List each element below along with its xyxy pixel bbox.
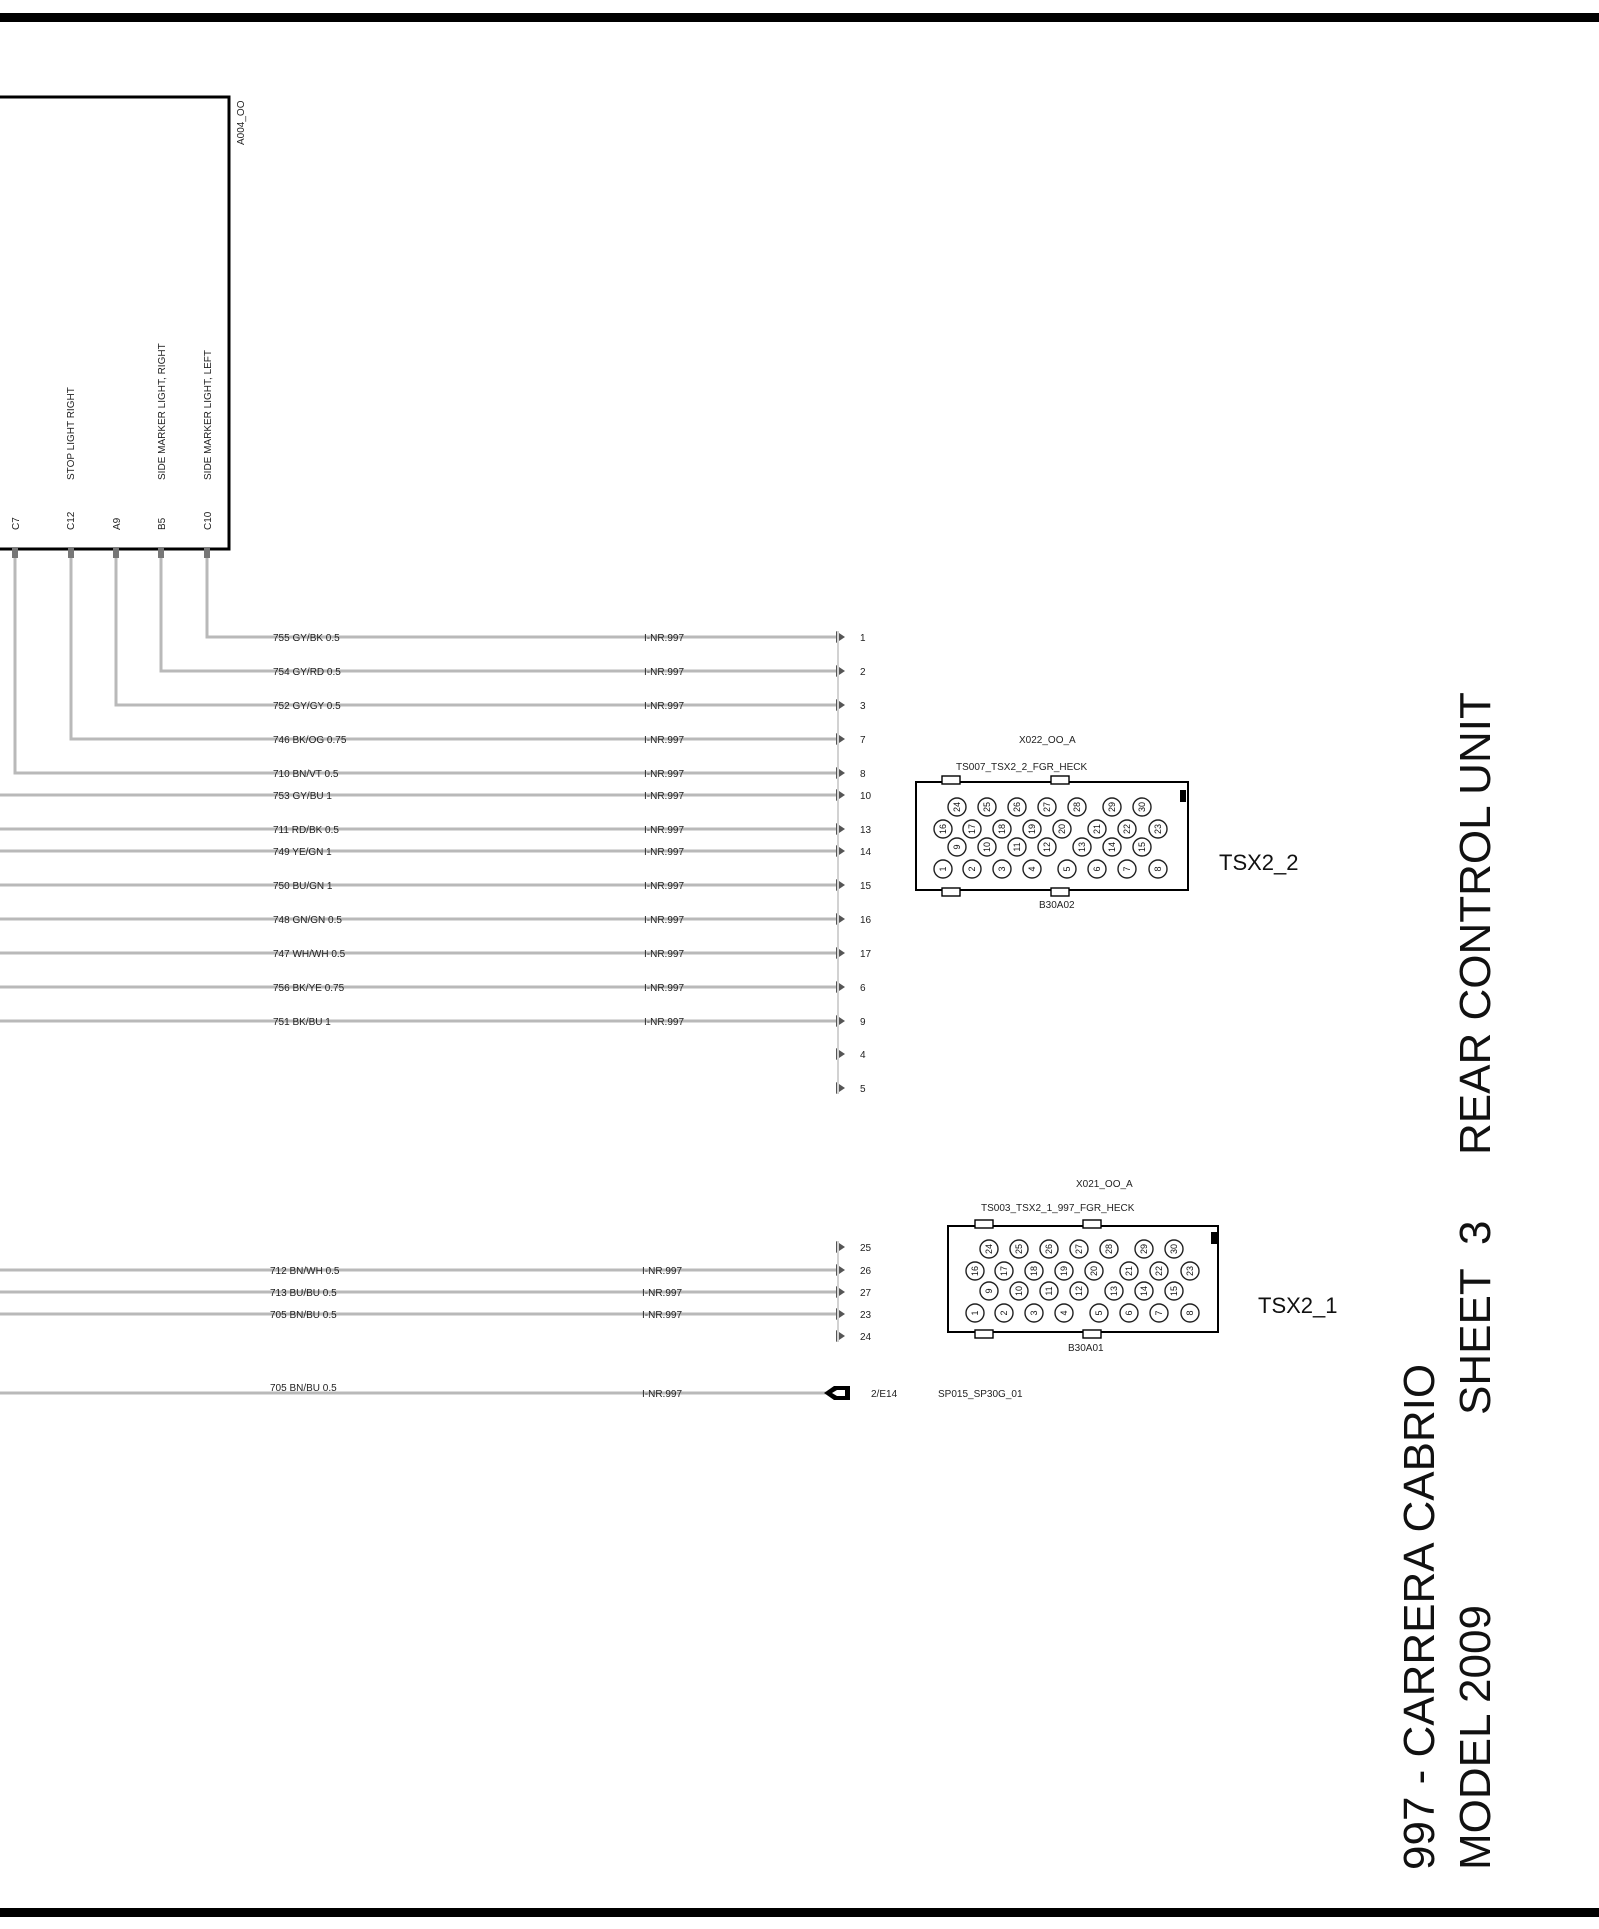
wire-ref: I-NR.997 [644, 701, 685, 712]
connector-pin-label: 14 [1139, 1285, 1149, 1297]
module-pin-label: STOP LIGHT RIGHT [66, 387, 77, 480]
connector-pin-label: 24 [984, 1243, 994, 1255]
wire-row [0, 789, 872, 802]
connector-pin-label: 23 [1153, 823, 1163, 835]
connector-pin-label: 20 [1089, 1265, 1099, 1277]
connector-pin-label: 16 [938, 823, 948, 835]
connector-bottom-code: B30A01 [1068, 1343, 1104, 1354]
terminal-pin: 5 [860, 1084, 866, 1095]
wire-row [0, 845, 872, 858]
wire-ref: I-NR.997 [644, 769, 685, 780]
connector-pin-label: 25 [1014, 1243, 1024, 1255]
title-line-1: 997 - CARRERA CABRIO [1395, 1363, 1444, 1870]
wire-ref: I-NR.997 [644, 791, 685, 802]
connector-pin-label: 6 [1092, 866, 1102, 872]
connector-pin-label: 13 [1077, 841, 1087, 853]
connector-latch [975, 1330, 993, 1338]
connector-pin-label: 11 [1044, 1286, 1054, 1296]
connector-pin-label: 13 [1109, 1285, 1119, 1297]
wire-label: 752 GY/GY 0.5 [273, 701, 341, 712]
module-pin-code: B5 [157, 517, 168, 530]
connector-pin-label: 18 [997, 823, 1007, 835]
wire-row [0, 981, 866, 994]
wire-ref: I-NR.997 [644, 847, 685, 858]
drop-wire-a9 [116, 558, 836, 705]
module-pin-code: A9 [112, 517, 123, 530]
wire-label: 749 YE/GN 1 [273, 847, 332, 858]
module-pin-stub [204, 548, 210, 558]
splice-row [0, 1383, 1023, 1400]
module-pin-code: C10 [203, 511, 214, 530]
unit-name: REAR CONTROL UNIT [1451, 692, 1500, 1155]
wire-ref: I-NR.997 [644, 667, 685, 678]
connector-key [1211, 1232, 1217, 1244]
wire-row [0, 1264, 872, 1277]
connector-latch [1051, 776, 1069, 784]
connector-pin-label: 28 [1072, 801, 1082, 813]
terminal-pin: 6 [860, 983, 866, 994]
connector-pin-label: 20 [1057, 823, 1067, 835]
connector-pin-label: 11 [1012, 842, 1022, 852]
wire-label: 756 BK/YE 0.75 [273, 983, 345, 994]
connector-pin-label: 2 [967, 866, 977, 872]
wire-label: 705 BN/BU 0.5 [270, 1383, 337, 1394]
terminal-pin: 4 [860, 1050, 866, 1061]
connector-pin-label: 21 [1092, 823, 1102, 835]
wire-ref: I-NR.997 [644, 735, 685, 746]
wire-label: 748 GN/GN 0.5 [273, 915, 342, 926]
drop-wire-c7 [15, 558, 836, 773]
bottom-border [0, 1908, 1599, 1917]
terminal-pin: 7 [860, 735, 866, 746]
wire-label: 712 BN/WH 0.5 [270, 1266, 340, 1277]
title-block [1395, 692, 1500, 1870]
wire-label: 751 BK/BU 1 [273, 1017, 331, 1028]
wire-label: 710 BN/VT 0.5 [273, 769, 339, 780]
wire-label: 753 GY/BU 1 [273, 791, 332, 802]
wire-ref: I-NR.997 [644, 633, 685, 644]
wire-label: 746 BK/OG 0.75 [273, 735, 347, 746]
wire-row [0, 1308, 872, 1321]
wire-ref: I-NR.997 [642, 1389, 683, 1400]
wire-ref: I-NR.997 [644, 881, 685, 892]
wire-row [836, 1082, 866, 1095]
drop-wire-c12 [71, 558, 836, 739]
module-pin-code: C7 [11, 517, 22, 530]
connector-pin-label: 21 [1124, 1265, 1134, 1277]
connector-pin-label: 9 [984, 1288, 994, 1294]
wire-label: 755 GY/BK 0.5 [273, 633, 340, 644]
module-pin-c10 [203, 350, 214, 558]
wire-label: 754 GY/RD 0.5 [273, 667, 341, 678]
connector-id: X021_OO_A [1076, 1179, 1133, 1190]
connector-pin-label: 9 [952, 844, 962, 850]
connector-pin-label: 25 [982, 801, 992, 813]
terminal-pin: 26 [860, 1266, 872, 1277]
wire-row [0, 1286, 872, 1299]
terminal-pin: 10 [860, 791, 872, 802]
connector-pin-label: 23 [1185, 1265, 1195, 1277]
connector-pin-label: 5 [1094, 1310, 1104, 1316]
terminal-pin: 13 [860, 825, 872, 836]
terminal-pin: 1 [860, 633, 866, 644]
connector-pin-label: 2 [999, 1310, 1009, 1316]
module-pin-code: C12 [66, 511, 77, 530]
connector-pin-label: 6 [1124, 1310, 1134, 1316]
connector-latch [1083, 1220, 1101, 1228]
connector-pin-label: 8 [1185, 1310, 1195, 1316]
connector-latch [975, 1220, 993, 1228]
wire-row [0, 947, 872, 960]
module-pin-stub [158, 548, 164, 558]
wire-row [0, 913, 872, 926]
connector-pin-label: 12 [1074, 1285, 1084, 1297]
terminal-pin: 3 [860, 701, 866, 712]
wire-label: 711 RD/BK 0.5 [273, 825, 339, 836]
connector-pin-label: 26 [1012, 801, 1022, 813]
module-pin-b5 [157, 343, 168, 558]
connector-pin-label: 18 [1029, 1265, 1039, 1277]
connector-pin-label: 10 [1014, 1285, 1024, 1297]
wire-ref: I-NR.997 [644, 949, 685, 960]
sheet-label: SHEET [1451, 1268, 1500, 1415]
drop-wire-b5 [161, 558, 836, 671]
connector-pin-label: 17 [999, 1265, 1009, 1277]
connector-pin-label: 30 [1137, 801, 1147, 813]
top-border [0, 13, 1599, 22]
wire-ref: I-NR.997 [644, 1017, 685, 1028]
terminal-pin: 15 [860, 881, 872, 892]
drop-wires [15, 558, 836, 773]
terminal-pin: 17 [860, 949, 872, 960]
connector-pin-label: 1 [938, 866, 948, 872]
module-pin-label: SIDE MARKER LIGHT, LEFT [203, 349, 214, 480]
connector-pin-label: 22 [1122, 823, 1132, 835]
drop-wire-c10 [207, 558, 836, 637]
wire-ref: I-NR.997 [642, 1266, 683, 1277]
module-pin-c12 [66, 387, 77, 558]
connector-latch [942, 776, 960, 784]
connector-name: TSX2_2 [1219, 850, 1299, 875]
wire-row [0, 823, 872, 836]
connector-part: TS003_TSX2_1_997_FGR_HECK [981, 1203, 1135, 1214]
connector-pin-label: 12 [1042, 841, 1052, 853]
wire-label: 750 BU/GN 1 [273, 881, 333, 892]
wire-label: 747 WH/WH 0.5 [273, 949, 346, 960]
wire-ref: I-NR.997 [644, 915, 685, 926]
connector-pin-label: 8 [1153, 866, 1163, 872]
connector-pin-label: 27 [1042, 801, 1052, 813]
connector-pin-label: 19 [1027, 823, 1037, 835]
wire-row [836, 1241, 872, 1254]
connector-pin-label: 17 [967, 823, 977, 835]
module-box [0, 97, 229, 549]
connector-pin-label: 3 [997, 866, 1007, 872]
connector-pin-label: 1 [970, 1310, 980, 1316]
connector-pin-label: 28 [1104, 1243, 1114, 1255]
wire-row [0, 879, 872, 892]
connector-pin-label: 3 [1029, 1310, 1039, 1316]
wire-row [0, 1015, 866, 1028]
terminal-pin: 14 [860, 847, 872, 858]
connector-pin-label: 14 [1107, 841, 1117, 853]
terminal-pin: 27 [860, 1288, 872, 1299]
connector-pin-label: 15 [1137, 841, 1147, 853]
module-pin-label: SIDE MARKER LIGHT, RIGHT [157, 343, 168, 480]
module-id: A004_OO [236, 100, 247, 145]
module-pin-stub [68, 548, 74, 558]
terminal-pin: 8 [860, 769, 866, 780]
wire-label: 713 BU/BU 0.5 [270, 1288, 337, 1299]
connector-pin-label: 16 [970, 1265, 980, 1277]
connector-pin-label: 7 [1122, 866, 1132, 872]
connector-tsx2-2 [916, 735, 1299, 911]
connector-pin-label: 30 [1169, 1243, 1179, 1255]
wire-ref: I-NR.997 [644, 825, 685, 836]
connector-part: TS007_TSX2_2_FGR_HECK [956, 762, 1088, 773]
wire-row [836, 1330, 872, 1343]
connector-bottom-code: B30A02 [1039, 900, 1075, 911]
splice-name: SP015_SP30G_01 [938, 1389, 1023, 1400]
connector-pin-label: 4 [1027, 866, 1037, 872]
module-pin-stub [113, 548, 119, 558]
connector-housing [948, 1226, 1218, 1332]
wire-row [836, 1048, 866, 1061]
control-module [0, 97, 247, 558]
module-pin-c7 [11, 517, 22, 558]
connector-pin-label: 7 [1154, 1310, 1164, 1316]
connector-pin-label: 22 [1154, 1265, 1164, 1277]
connector-pin-label: 19 [1059, 1265, 1069, 1277]
wire-ref: I-NR.997 [642, 1310, 683, 1321]
connector-pin-label: 5 [1062, 866, 1072, 872]
terminal-pin: 23 [860, 1310, 872, 1321]
connector-tsx2-1 [948, 1179, 1338, 1354]
sheet-number: 3 [1451, 1220, 1500, 1245]
connector-latch [1083, 1330, 1101, 1338]
connector-pin-label: 15 [1169, 1285, 1179, 1297]
wire-ref: I-NR.997 [644, 983, 685, 994]
wire-ref: I-NR.997 [642, 1288, 683, 1299]
splice-pin: 2/E14 [871, 1389, 898, 1400]
connector-pin-label: 29 [1107, 801, 1117, 813]
terminal-pin: 25 [860, 1243, 872, 1254]
module-pin-a9 [112, 517, 123, 558]
title-line-2: MODEL 2009 [1451, 1605, 1500, 1870]
module-pin-stub [12, 548, 18, 558]
connector-pin-label: 4 [1059, 1310, 1069, 1316]
terminal-pin: 9 [860, 1017, 866, 1028]
terminal-pin: 24 [860, 1332, 872, 1343]
terminal-pin: 2 [860, 667, 866, 678]
connector-latch [942, 888, 960, 896]
wire-label: 705 BN/BU 0.5 [270, 1310, 337, 1321]
connector-pin-label: 27 [1074, 1243, 1084, 1255]
connector-key [1180, 790, 1186, 802]
connector-name: TSX2_1 [1258, 1293, 1338, 1318]
connector-latch [1051, 888, 1069, 896]
connector-pin-label: 29 [1139, 1243, 1149, 1255]
terminal-pin: 16 [860, 915, 872, 926]
connector-pin-label: 10 [982, 841, 992, 853]
connector-id: X022_OO_A [1019, 735, 1076, 746]
connector-pin-label: 24 [952, 801, 962, 813]
connector-pin-label: 26 [1044, 1243, 1054, 1255]
